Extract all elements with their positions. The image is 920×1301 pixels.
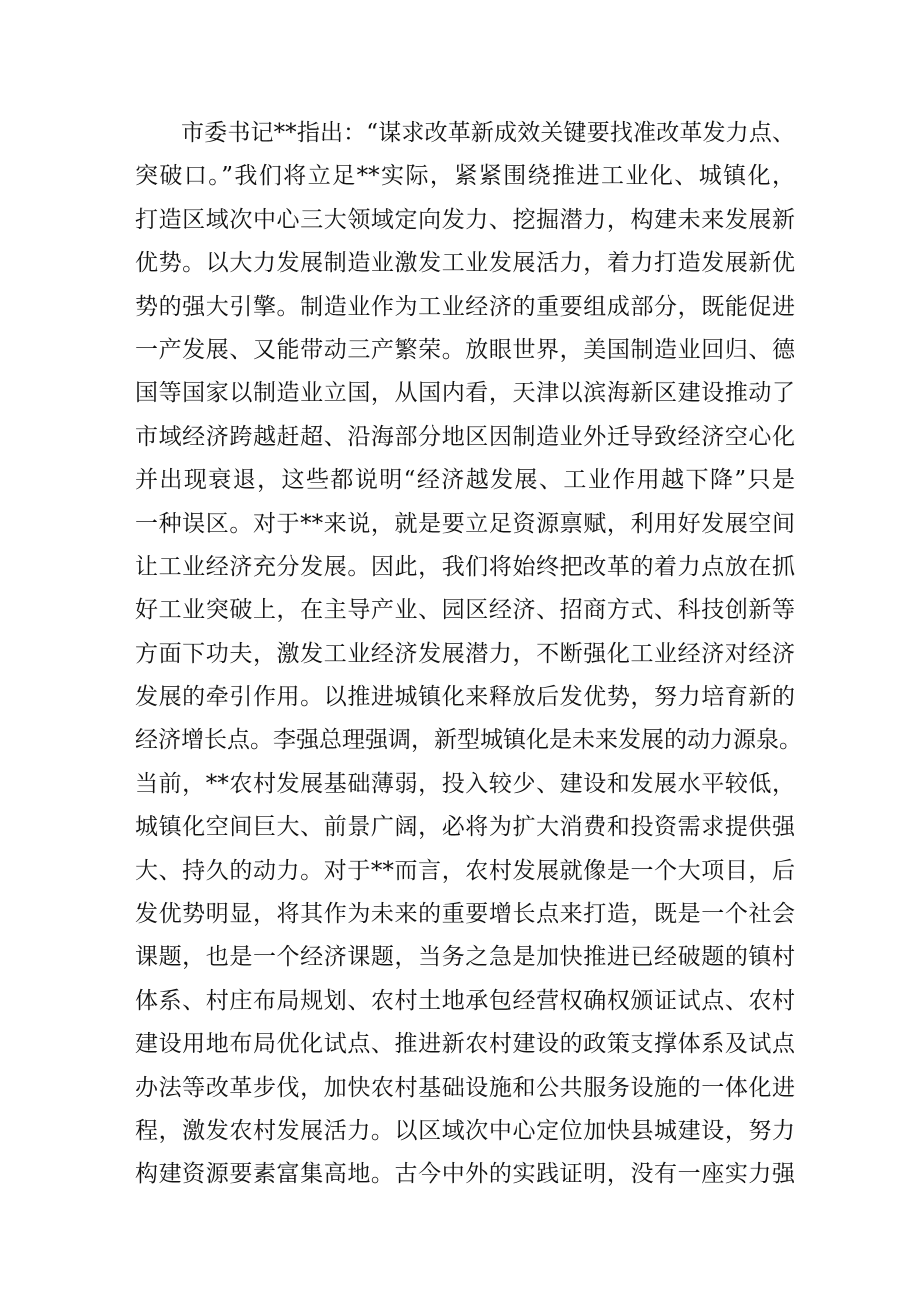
- text-line: 办法等改革步伐，加快农村基础设施和公共服务设施的一体化进: [135, 1074, 795, 1101]
- text-line: 市委书记**指出：“谋求改革新成效关键要找准改革发力点、: [181, 120, 795, 146]
- text-line: 一产发展、又能带动三产繁荣。放眼世界，美国制造业回归、德: [135, 336, 795, 363]
- text-line: 建设用地布局优化试点、推进新农村建设的政策支撑体系及试点: [135, 1031, 795, 1058]
- text-line: 程，激发农村发展活力。以区域次中心定位加快县城建设，努力: [135, 1117, 795, 1144]
- text-line: 体系、村庄布局规划、农村土地承包经营权确权颁证试点、农村: [135, 987, 795, 1014]
- text-line: 让工业经济充分发展。因此，我们将始终把改革的着力点放在抓: [135, 553, 795, 580]
- text-line: 好工业突破上，在主导产业、园区经济、招商方式、科技创新等: [135, 597, 795, 624]
- body-paragraph: [135, 112, 802, 1197]
- text-line: 打造区域次中心三大领域定向发力、挖掘潜力，构建未来发展新: [135, 206, 795, 233]
- text-line: 发展的牵引作用。以推进城镇化来释放后发优势，努力培育新的: [135, 684, 795, 711]
- text-line: 经济增长点。李强总理强调，新型城镇化是未来发展的动力源泉。: [135, 727, 802, 754]
- text-line: 势的强大引擎。制造业作为工业经济的重要组成部分，既能促进: [135, 293, 795, 320]
- text-line: 并出现衰退，这些都说明“经济越发展、工业作用越下降”只是: [135, 467, 795, 494]
- text-line: 一种误区。对于**来说，就是要立足资源禀赋，利用好发展空间: [135, 510, 795, 537]
- text-line: 大、持久的动力。对于**而言，农村发展就像是一个大项目，后: [135, 857, 795, 884]
- text-line: 课题，也是一个经济课题，当务之急是加快推进已经破题的镇村: [135, 944, 795, 971]
- text-line: 方面下功夫，激发工业经济发展潜力，不断强化工业经济对经济: [135, 640, 795, 667]
- text-line: 市域经济跨越赶超、沿海部分地区因制造业外迁导致经济空心化: [135, 423, 795, 450]
- text-line: 国等国家以制造业立国，从国内看，天津以滨海新区建设推动了: [135, 380, 795, 407]
- text-line: 突破口。”我们将立足**实际，紧紧围绕推进工业化、城镇化，: [135, 163, 795, 190]
- text-line: 构建资源要素富集高地。古今中外的实践证明，没有一座实力强: [135, 1161, 795, 1188]
- text-line: 优势。以大力发展制造业激发工业发展活力，着力打造发展新优: [135, 250, 795, 277]
- text-line: 当前，**农村发展基础薄弱，投入较少、建设和发展水平较低，: [135, 770, 795, 797]
- text-line: 城镇化空间巨大、前景广阔，必将为扩大消费和投资需求提供强: [135, 814, 795, 841]
- text-line: 发优势明显，将其作为未来的重要增长点来打造，既是一个社会: [135, 901, 795, 928]
